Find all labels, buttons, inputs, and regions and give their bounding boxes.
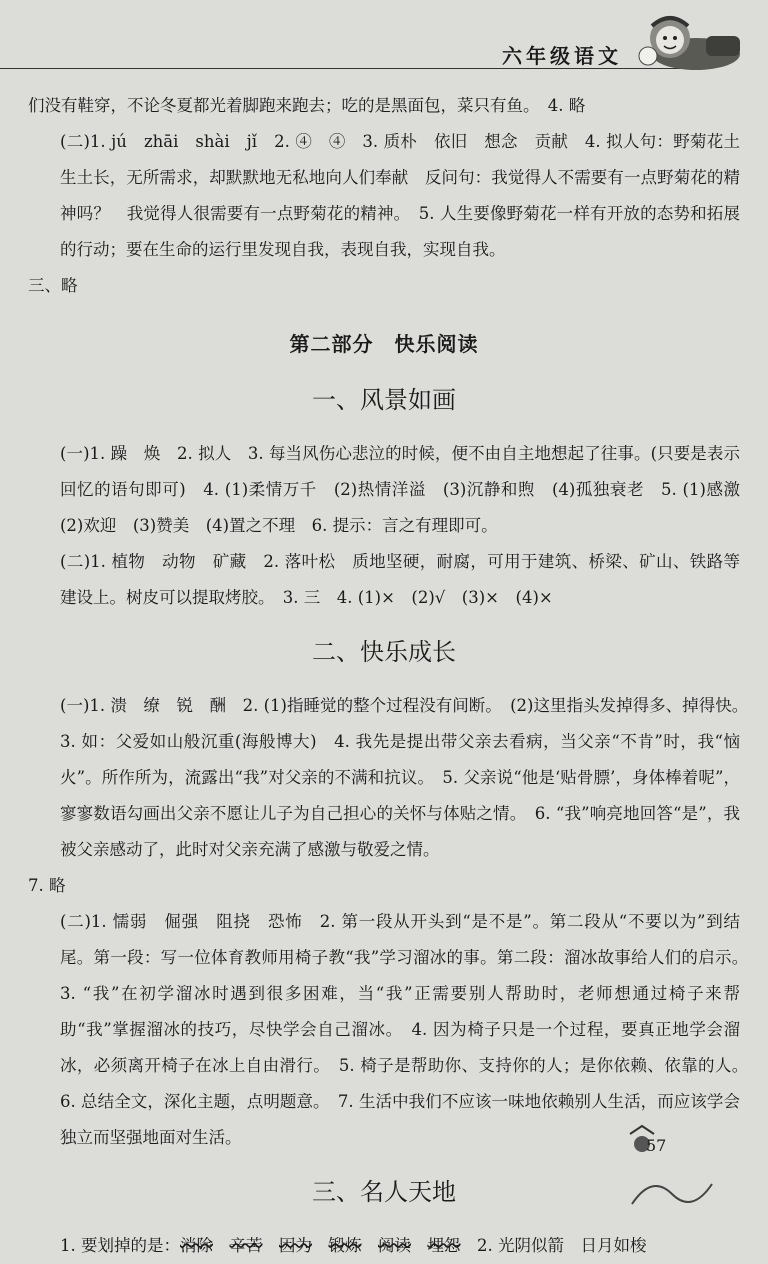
corner-illustration bbox=[622, 1124, 718, 1214]
paragraph-part2: (二)1. jú zhāi shài jǐ 2. ④ ④ 3. 质朴 依旧 想念 贡献 4. 拟人句：野菊花土生土长，无所需求，却默默地无私地向人们奉献 反问句：我觉得人不需要有一点野菊花的精神吗？ 我觉得人很需要有一点野菊花的精神。 5. 人生要像野菊花一样有开放的态势和拓展的行动；要在生命的运行里发现自我，表现自我，实现自我。 bbox=[60, 132, 740, 259]
answer-content bbox=[28, 88, 757, 1264]
struck-word: 阅读 bbox=[378, 1236, 411, 1255]
struck-word: 因为 bbox=[279, 1236, 312, 1255]
section3-suffix: 2. 光阴似箭 日月如梭 bbox=[477, 1236, 647, 1255]
section2-paragraph-3: (二)1. 懦弱 倔强 阻挠 恐怖 2. 第一段从开头到“是不是”。第二段从“不要以为”到结尾。第一段：写一位体育教师用椅子教“我”学习溜冰的事。第二段：溜冰故事给人们的启示。 3. “我”在初学溜冰时遇到很多困难，当“我”正需要别人帮助时，老师想通过椅子来帮助“我”掌握溜冰的技巧，尽快学会自己溜冰。 4. 因为椅子只是一个过程，要真正地学会溜冰，必须离开椅子在冰上自由滑行。 5. 椅子是帮助你、支持你的人；是你依赖、依靠的人。 6. 总结全文，深化主题，点明题意。 7. 生活中我们不应该一味地依赖别人生活，而应该学会独立而坚强地面对生活。 bbox=[60, 912, 757, 1147]
struck-word: 辛苦 bbox=[229, 1236, 263, 1255]
page-number: 57 bbox=[646, 1136, 667, 1155]
section1-paragraph-1: (一)1. 躁 焕 2. 拟人 3. 每当风伤心悲泣的时候，便不由自主地想起了往事。(只要是表示回忆的语句即可) 4. (1)柔情万千 (2)热情洋溢 (3)沉静和煦 (4)孤独衰老 5. (1)感激 (2)欢迎 (3)赞美 (4)置之不理 6. 提示：言之有理即可。 bbox=[60, 444, 757, 535]
section3-line bbox=[28, 1228, 740, 1264]
struck-word: 埋怨 bbox=[427, 1236, 461, 1255]
section-title-2: 二、快乐成长 bbox=[312, 638, 456, 666]
struck-word: 锻炼 bbox=[328, 1236, 362, 1255]
section2-paragraph-2: 7. 略 bbox=[28, 876, 66, 895]
struck-word: 消除 bbox=[180, 1236, 213, 1255]
section2-paragraph-1: (一)1. 溃 缭 锐 酬 2. (1)指睡觉的整个过程没有间断。 (2)这里指头发掉得多、掉得快。 3. 如：父爱如山般沉重(海般博大) 4. 我先是提出带父亲去看病，当父亲“不肯”时，我“恼火”。所作所为，流露出“我”对父亲的不满和抗议。 5. 父亲说“他是‘贴骨膘’，身体棒着呢”，寥寥数语勾画出父亲不愿让儿子为自己担心的关怀与体贴之情。 6. “我”响亮地回答“是”，我被父亲感动了，此时对父亲充满了感激与敬爱之情。 bbox=[60, 696, 757, 859]
section-title-1: 一、风景如画 bbox=[312, 386, 456, 414]
section-title-3: 三、名人天地 bbox=[312, 1178, 456, 1206]
running-head: 六年级语文 bbox=[502, 44, 622, 68]
paragraph-continued: 们没有鞋穿，不论冬夏都光着脚跑来跑去；吃的是黑面包，菜只有鱼。 4. 略 bbox=[28, 96, 586, 115]
section1-paragraph-2: (二)1. 植物 动物 矿藏 2. 落叶松 质地坚硬，耐腐，可用于建筑、桥梁、矿山、铁路等建设上。树皮可以提取烤胶。 3. 三 4. (1)× (2)√ (3)× (4)× bbox=[60, 552, 740, 607]
section3-prefix: 1. 要划掉的是： bbox=[60, 1236, 180, 1255]
part-title: 第二部分 快乐阅读 bbox=[289, 332, 479, 356]
paragraph-part3: 三、略 bbox=[28, 276, 78, 295]
mascot-illustration bbox=[636, 6, 746, 76]
